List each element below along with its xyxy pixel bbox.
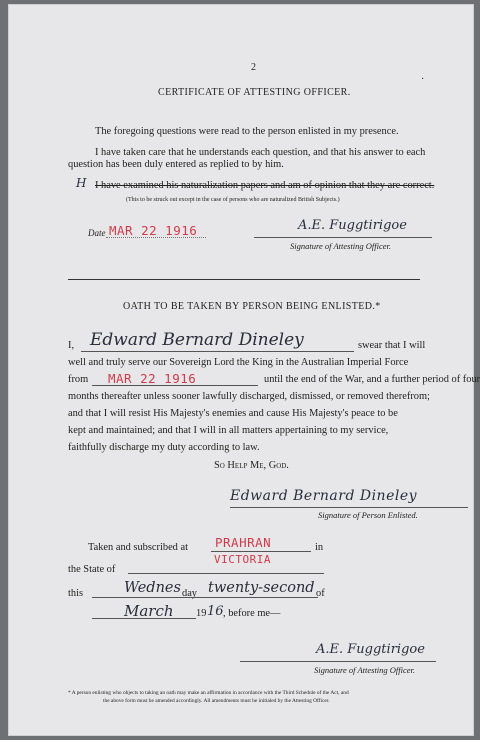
of-label: of	[316, 588, 325, 599]
subscribed-officer-signature: A.E. Fuggtirigoe	[316, 642, 425, 657]
footnote-line-1: * A person enlisting who objects to taking an oath may make an affirmation in accordance with the Third Schedule of the Act, and	[68, 690, 349, 696]
attesting-officer-signature: A.E. Fuggtirigoe	[298, 218, 407, 233]
oath-line-5: and that I will resist His Majesty's enemies and cause His Majesty's peace to be	[68, 408, 398, 419]
before-me: , before me—	[223, 608, 281, 619]
date-label: Date	[88, 228, 106, 238]
oath-line-6: kept and maintained; and that I will in all matters appertaining to my service,	[68, 425, 389, 436]
struck-initial: H	[76, 176, 87, 190]
certificate-para-2-line-2: question has been duly entered as replied to by him.	[68, 159, 284, 170]
enlistee-name: Edward Bernard Dineley	[90, 330, 304, 350]
page-number: 2	[251, 62, 256, 73]
certificate-para-1: The foregoing questions were read to the person enlisted in my presence.	[95, 126, 399, 137]
enlistee-signature-caption: Signature of Person Enlisted.	[318, 510, 418, 520]
ink-mark: ·	[421, 74, 425, 85]
so-help-me-god: So Help Me, God.	[214, 460, 289, 471]
taken-subscribed-label: Taken and subscribed at	[88, 542, 188, 553]
oath-title: OATH TO BE TAKEN BY PERSON BEING ENLISTED.*	[123, 301, 381, 312]
oath-line-3-tail: until the end of the War, and a further period of four	[264, 374, 480, 385]
naturalization-note: (This to be struck out except in the case of persons who are naturalized British Subjects.)	[126, 197, 340, 203]
year-handwritten: 16	[207, 604, 224, 619]
place-stamp: PRAHRAN	[215, 535, 272, 550]
oath-line-2: well and truly serve our Sovereign Lord the King in the Australian Imperial Force	[68, 357, 409, 368]
oath-line-1-tail: swear that I will	[358, 340, 426, 351]
oath-i: I,	[68, 340, 75, 351]
certificate-para-2-line-1: I have taken care that he understands each question, and that his answer to each	[95, 147, 426, 158]
state-stamp: VICTORIA	[214, 553, 271, 566]
date-handwritten: twenty-second	[208, 580, 315, 596]
this-label: this	[68, 588, 84, 599]
day-handwritten: Wednes	[124, 580, 181, 596]
oath-line-4: months thereafter unless sooner lawfully discharged, dismissed, or removed therefrom;	[68, 391, 430, 402]
day-printed: day	[182, 588, 198, 599]
certificate-title: CERTIFICATE OF ATTESTING OFFICER.	[158, 87, 351, 98]
attesting-officer-caption: Signature of Attesting Officer.	[290, 241, 392, 251]
year-printed: 19	[196, 608, 207, 619]
in-label: in	[315, 542, 324, 553]
oath-from-stamp: MAR 22 1916	[108, 371, 197, 386]
oath-from-label: from	[68, 374, 89, 385]
subscribed-officer-caption: Signature of Attesting Officer.	[314, 665, 416, 675]
attestation-page	[8, 4, 480, 736]
footnote-line-2: the above form must be amended accordingly. All amendments must be initialed by the Attesting Officer.	[103, 698, 330, 704]
oath-line-7: faithfully discharge my duty according to law.	[68, 442, 260, 453]
naturalization-statement: I have examined his naturalization papers and am of opinion that they are correct.	[95, 180, 435, 191]
month-handwritten: March	[124, 602, 174, 620]
enlistee-signature: Edward Bernard Dineley	[230, 488, 418, 504]
date-stamp: MAR 22 1916	[109, 223, 198, 238]
state-label: the State of	[68, 564, 116, 575]
